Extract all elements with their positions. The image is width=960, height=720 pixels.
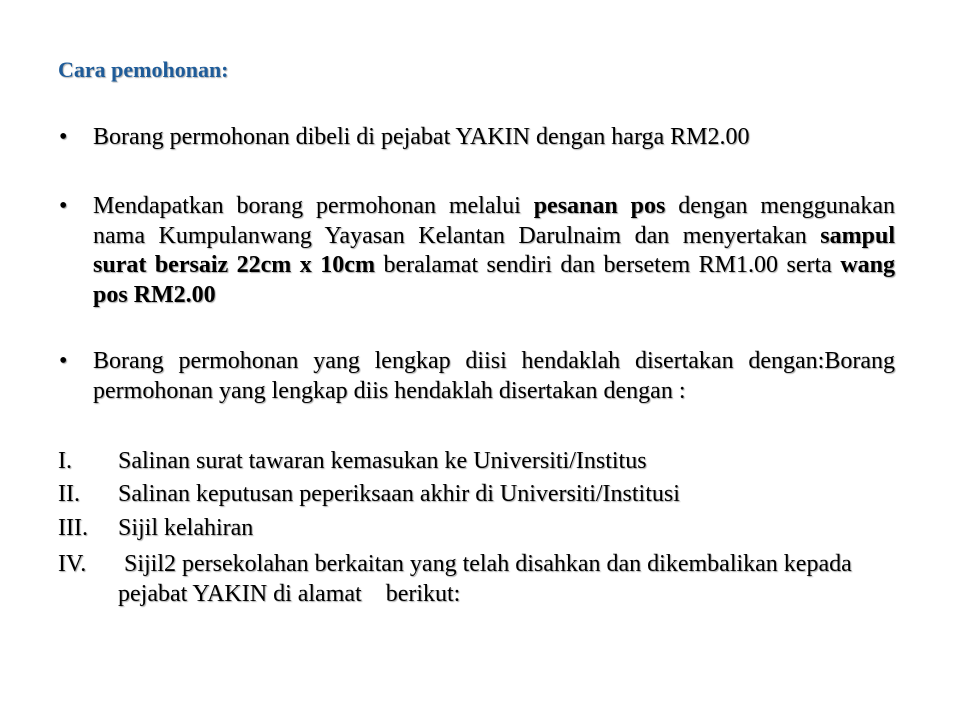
- numbered-text-line: Salinan keputusan peperiksaan akhir di Universiti/Institusi: [118, 481, 680, 507]
- numbered-item-school-certificates: [58, 549, 908, 609]
- bullet-marker: •: [59, 348, 68, 374]
- numbered-text: [118, 446, 908, 476]
- bullet-text-emphasis: sampul surat bersaiz 22cm x 10cm: [93, 222, 895, 278]
- section-heading: Cara pemohonan:: [58, 57, 229, 82]
- numbered-text-line: Sijil2 persekolahan berkaitan yang telah disahkan dan dikembalikan kepada: [118, 551, 852, 577]
- bullet-marker: •: [59, 193, 68, 219]
- numbered-text-line: Salinan surat tawaran kemasukan ke Universiti/Institus: [118, 448, 647, 474]
- numbered-marker: II.: [58, 481, 80, 507]
- numbered-marker: IV.: [58, 551, 87, 577]
- bullet-text-emphasis: wang pos RM2.00: [93, 252, 896, 308]
- bullet-text-part: beralamat sendiri dan bersetem RM1.00 serta: [374, 252, 841, 278]
- bullet-text-emphasis: pesanan pos: [533, 193, 666, 219]
- numbered-item-offer-letter: [58, 446, 908, 476]
- numbered-text: [118, 549, 908, 609]
- bullet-text: [93, 192, 895, 310]
- bullet-marker: •: [59, 124, 68, 150]
- numbered-text: [118, 479, 908, 509]
- bullet-item-purchase: [58, 123, 898, 153]
- numbered-marker: III.: [58, 515, 88, 541]
- bullet-text-part: Mendapatkan borang permohonan melalui: [93, 193, 534, 219]
- bullet-item-postal-order: [58, 192, 898, 310]
- bullet-item-attachments: [58, 347, 898, 406]
- numbered-text-line: pejabat YAKIN di alamat berikut:: [118, 581, 461, 607]
- bullet-text: Borang permohonan dibeli di pejabat YAKIN dengan harga RM2.00: [93, 124, 750, 150]
- bullet-text-part: dengan menggunakan nama Kumpulanwang Yayasan Kelantan Darulnaim dan menyertakan: [93, 193, 895, 249]
- numbered-item-exam-results: [58, 479, 908, 509]
- numbered-item-birth-certificate: [58, 513, 908, 543]
- bullet-text: Borang permohonan yang lengkap diisi hendaklah disertakan dengan:Borang permohonan yang lengkap diis hendaklah disertakan dengan :: [93, 348, 895, 404]
- numbered-text-line: Sijil kelahiran: [118, 515, 254, 541]
- numbered-text: [118, 513, 908, 543]
- numbered-marker: I.: [58, 448, 72, 474]
